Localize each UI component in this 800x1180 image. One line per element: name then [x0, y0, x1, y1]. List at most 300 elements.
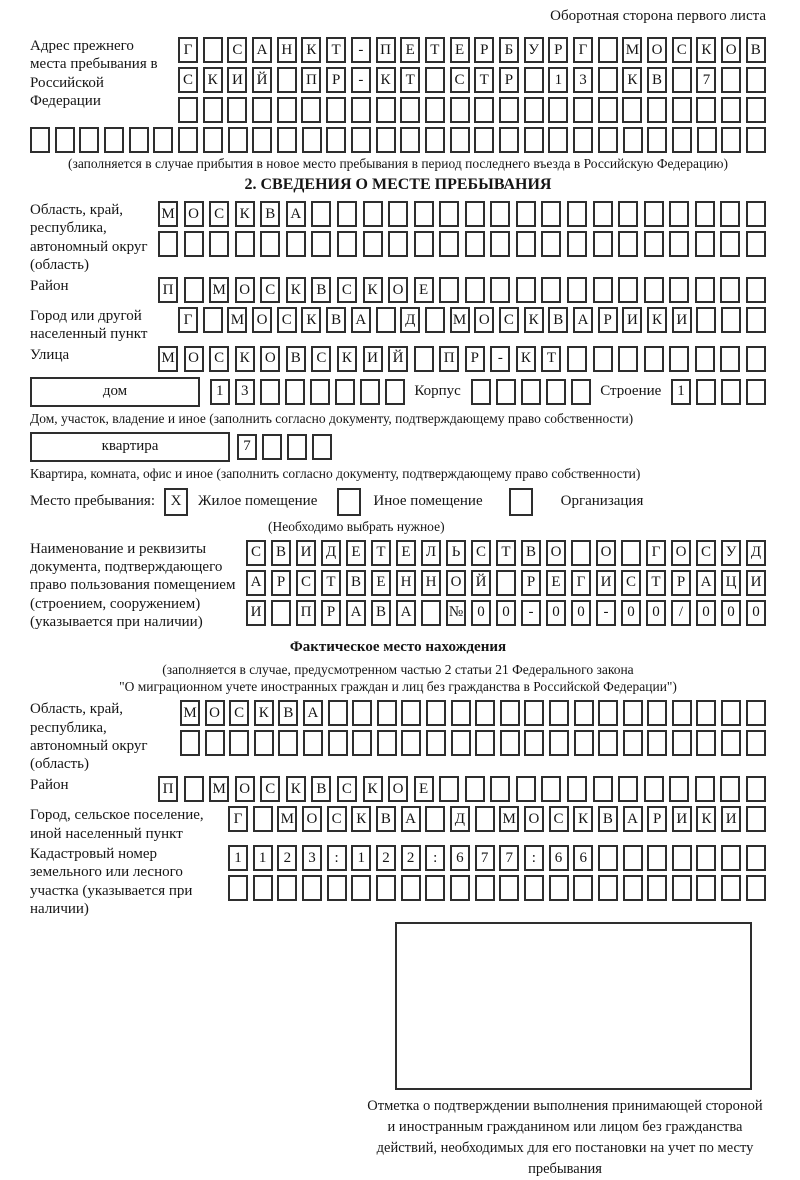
char-box [414, 231, 434, 257]
char-box [450, 875, 470, 901]
char-box: В [371, 600, 391, 626]
char-box: О [596, 540, 616, 566]
char-box: К [286, 277, 306, 303]
char-box [720, 346, 740, 372]
char-box [720, 277, 740, 303]
char-box [277, 875, 297, 901]
city-top-label: Город или другой населенный пункт [30, 308, 148, 343]
prev-address-rows [178, 37, 766, 123]
char-box: К [235, 201, 255, 227]
char-box [516, 201, 536, 227]
option-residential-label: Жилое помещение [198, 493, 318, 510]
char-box [55, 127, 75, 153]
char-box [328, 730, 348, 756]
char-box [451, 700, 471, 726]
char-box: К [235, 346, 255, 372]
char-row-cadastre-2 [228, 875, 766, 901]
char-box [541, 277, 561, 303]
char-row-document-3 [246, 600, 766, 626]
char-box: Е [371, 570, 391, 596]
char-box [647, 845, 667, 871]
char-box [644, 346, 664, 372]
char-box: К [254, 700, 274, 726]
char-box: В [521, 540, 541, 566]
char-box [30, 127, 50, 153]
char-box: П [158, 277, 178, 303]
field-cadastre [30, 845, 766, 918]
char-box [253, 806, 273, 832]
char-box: А [346, 600, 366, 626]
char-box: О [524, 806, 544, 832]
char-box [475, 700, 495, 726]
char-box [312, 434, 332, 460]
char-row-document-2 [246, 570, 766, 596]
char-box [623, 730, 643, 756]
char-box [363, 201, 383, 227]
char-box [278, 730, 298, 756]
char-box: К [376, 67, 396, 93]
char-box [388, 231, 408, 257]
char-row-prev-address-3 [178, 97, 766, 123]
char-box [695, 776, 715, 802]
field-prev-address [30, 37, 766, 123]
char-box: Р [671, 570, 691, 596]
char-box: А [623, 806, 643, 832]
char-box: М [622, 37, 642, 63]
page-header-note: Оборотная сторона первого листа [550, 8, 766, 24]
char-box [721, 700, 741, 726]
char-box: О [184, 346, 204, 372]
char-box: С [672, 37, 692, 63]
char-box: 0 [721, 600, 741, 626]
char-box: Р [474, 37, 494, 63]
char-box: В [647, 67, 667, 93]
char-box [746, 127, 766, 153]
char-box [567, 346, 587, 372]
char-box [229, 730, 249, 756]
char-box: И [672, 806, 692, 832]
checkbox-residential: X [164, 488, 188, 516]
char-box [228, 875, 248, 901]
char-box [623, 700, 643, 726]
char-box [672, 845, 692, 871]
char-box: С [549, 806, 569, 832]
char-box [598, 67, 618, 93]
char-box: - [596, 600, 616, 626]
char-box [623, 845, 643, 871]
char-box [548, 97, 568, 123]
char-box [302, 127, 322, 153]
char-box: В [746, 37, 766, 63]
char-box [746, 379, 766, 405]
char-box: М [209, 277, 229, 303]
char-box: Г [646, 540, 666, 566]
char-row-city-top [178, 307, 766, 333]
char-box [465, 231, 485, 257]
char-box: 2 [401, 845, 421, 871]
char-box: А [303, 700, 323, 726]
char-box: С [246, 540, 266, 566]
char-box: Е [396, 540, 416, 566]
char-row-stroenie [671, 379, 766, 405]
prev-address-note: (заполняется в случае прибытия в новое место пребывания в период последнего въезда в Российскую Федерацию) [67, 156, 729, 171]
char-box: Р [521, 570, 541, 596]
char-box: В [376, 806, 396, 832]
char-box [618, 346, 638, 372]
char-box: Й [471, 570, 491, 596]
char-row-apartment [237, 434, 332, 460]
char-box [450, 97, 470, 123]
stay-type-label: Место пребывания: [30, 493, 155, 510]
char-box: О [184, 201, 204, 227]
apartment-note: Квартира, комната, офис и иное (заполнить согласно документу, подтверждающему право собственности) [30, 465, 641, 481]
char-box [524, 97, 544, 123]
char-box [277, 97, 297, 123]
char-box [746, 806, 766, 832]
char-box: А [396, 600, 416, 626]
char-box [721, 730, 741, 756]
region-top-label: Область, край, республика, автономный округ (область) [30, 202, 148, 273]
char-box: - [490, 346, 510, 372]
char-box: Р [321, 600, 341, 626]
char-box: С [277, 307, 297, 333]
char-box [669, 346, 689, 372]
char-box [180, 730, 200, 756]
stay-type-note: (Необходимо выбрать нужное) [268, 518, 445, 534]
char-row-region-top-2 [158, 231, 766, 257]
char-box [421, 600, 441, 626]
char-box [286, 231, 306, 257]
char-box: / [671, 600, 691, 626]
char-box: О [647, 37, 667, 63]
char-box [541, 231, 561, 257]
char-box [277, 127, 297, 153]
char-box [746, 776, 766, 802]
district-top-label: Район [30, 278, 69, 295]
char-box: С [178, 67, 198, 93]
char-box: Т [321, 570, 341, 596]
char-box: С [696, 540, 716, 566]
char-box [302, 875, 322, 901]
char-box: П [376, 37, 396, 63]
char-box [524, 875, 544, 901]
char-box [271, 600, 291, 626]
char-box: С [471, 540, 491, 566]
char-box [401, 700, 421, 726]
char-box [287, 434, 307, 460]
char-box [352, 730, 372, 756]
char-box [720, 201, 740, 227]
region-bottom-label: Область, край, республика, автономный округ (область) [30, 701, 148, 773]
char-box [696, 875, 716, 901]
char-box [377, 730, 397, 756]
char-box: А [246, 570, 266, 596]
city-bottom-label: Город, сельское поселение, иной населенный пункт [30, 807, 204, 842]
char-box: О [302, 806, 322, 832]
char-box: № [446, 600, 466, 626]
actual-location-title: Фактическое место нахождения [289, 639, 507, 656]
char-box: Т [541, 346, 561, 372]
char-box [524, 700, 544, 726]
char-box [574, 730, 594, 756]
char-box [400, 97, 420, 123]
char-box [721, 127, 741, 153]
char-box: 1 [671, 379, 691, 405]
street-label: Улица [30, 346, 70, 363]
char-box [549, 730, 569, 756]
char-box: А [401, 806, 421, 832]
char-box [475, 875, 495, 901]
char-box [721, 97, 741, 123]
char-box: П [158, 776, 178, 802]
char-box: У [524, 37, 544, 63]
char-box [720, 231, 740, 257]
char-box [721, 875, 741, 901]
char-box: С [229, 700, 249, 726]
char-box: 7 [475, 845, 495, 871]
char-box: 0 [546, 600, 566, 626]
char-box [439, 231, 459, 257]
char-box: Г [571, 570, 591, 596]
char-box [465, 776, 485, 802]
char-box [647, 97, 667, 123]
char-box [327, 875, 347, 901]
char-box [425, 97, 445, 123]
char-box: О [446, 570, 466, 596]
char-box: М [450, 307, 470, 333]
char-box [335, 379, 355, 405]
char-box [490, 201, 510, 227]
korpus-label: Корпус [414, 383, 461, 400]
char-box: С [296, 570, 316, 596]
char-box [549, 875, 569, 901]
apartment-row [30, 432, 766, 462]
char-box [644, 776, 664, 802]
section2-title: 2. СВЕДЕНИЯ О МЕСТЕ ПРЕБЫВАНИЯ [244, 176, 552, 193]
char-box: С [260, 776, 280, 802]
char-box [567, 201, 587, 227]
document-label: Наименование и реквизиты документа, подтверждающего право пользования помещением (строением, сооружением) (указывается при наличии) [30, 540, 236, 630]
char-box [465, 277, 485, 303]
char-box [669, 201, 689, 227]
char-box: А [286, 201, 306, 227]
char-box [490, 776, 510, 802]
char-box: Д [450, 806, 470, 832]
char-box: Г [178, 307, 198, 333]
char-box [499, 127, 519, 153]
char-box: К [573, 806, 593, 832]
char-box [376, 307, 396, 333]
char-box: 7 [696, 67, 716, 93]
char-box [720, 776, 740, 802]
char-box [303, 730, 323, 756]
char-box [516, 277, 536, 303]
char-box [746, 307, 766, 333]
char-box [672, 67, 692, 93]
char-box [363, 231, 383, 257]
stay-type-row [30, 488, 766, 516]
char-box [178, 97, 198, 123]
stamp-area-note: Отметка о подтверждении выполнения принимающей стороной и иностранным гражданином или лицом без гражданства действий, необходимых для его постановки на учет по месту пребывания [367, 1098, 763, 1178]
char-box [337, 231, 357, 257]
char-box [696, 97, 716, 123]
char-box [697, 127, 717, 153]
char-box [696, 845, 716, 871]
char-box: П [439, 346, 459, 372]
char-box [598, 875, 618, 901]
char-box: С [450, 67, 470, 93]
char-box: С [260, 277, 280, 303]
char-row-document-1 [246, 540, 766, 566]
char-box [254, 730, 274, 756]
char-box [647, 127, 667, 153]
char-row-city-bottom [228, 806, 766, 832]
char-box [541, 201, 561, 227]
char-box [746, 700, 766, 726]
char-box: В [286, 346, 306, 372]
char-box: К [622, 67, 642, 93]
char-box [326, 127, 346, 153]
char-box [475, 730, 495, 756]
char-box [311, 231, 331, 257]
char-box: 6 [573, 845, 593, 871]
char-box [500, 730, 520, 756]
char-box [567, 231, 587, 257]
char-box [228, 127, 248, 153]
char-box: И [622, 307, 642, 333]
char-box: С [621, 570, 641, 596]
city-top-rows [178, 307, 766, 333]
char-box: Т [400, 67, 420, 93]
field-street [30, 346, 766, 372]
char-box [426, 730, 446, 756]
char-box [695, 201, 715, 227]
char-box: Д [746, 540, 766, 566]
char-box: Б [499, 37, 519, 63]
char-box [623, 875, 643, 901]
char-box [695, 231, 715, 257]
char-box: Г [573, 37, 593, 63]
char-box: А [252, 37, 272, 63]
char-box [490, 231, 510, 257]
char-box: С [209, 346, 229, 372]
char-box: М [209, 776, 229, 802]
char-box [696, 700, 716, 726]
char-row-district-top [158, 277, 766, 303]
char-box: - [521, 600, 541, 626]
char-box [721, 845, 741, 871]
char-box [253, 875, 273, 901]
char-box: С [499, 307, 519, 333]
char-box: 0 [746, 600, 766, 626]
char-box: В [326, 307, 346, 333]
char-box [573, 127, 593, 153]
char-box [203, 97, 223, 123]
char-box: И [296, 540, 316, 566]
char-box [593, 776, 613, 802]
char-box: И [246, 600, 266, 626]
char-box: К [363, 277, 383, 303]
char-box: В [548, 307, 568, 333]
char-box [465, 201, 485, 227]
char-box [311, 201, 331, 227]
char-box [524, 67, 544, 93]
char-box: К [351, 806, 371, 832]
char-box [746, 201, 766, 227]
char-box [425, 875, 445, 901]
char-box: : [327, 845, 347, 871]
char-box [178, 127, 198, 153]
char-box: И [746, 570, 766, 596]
char-box [414, 346, 434, 372]
char-box [129, 127, 149, 153]
char-row-street [158, 346, 766, 372]
char-box: К [337, 346, 357, 372]
char-box: 0 [471, 600, 491, 626]
char-box [622, 97, 642, 123]
char-box: О [721, 37, 741, 63]
char-box [425, 307, 445, 333]
char-box: Е [414, 277, 434, 303]
char-box [496, 570, 516, 596]
char-box [593, 231, 613, 257]
char-box [153, 127, 173, 153]
char-box [328, 700, 348, 726]
char-box [235, 231, 255, 257]
char-box [426, 700, 446, 726]
char-box [310, 379, 330, 405]
district-top-rows [158, 277, 766, 303]
char-box: 0 [646, 600, 666, 626]
char-box [573, 875, 593, 901]
char-row-cadastre-1 [228, 845, 766, 871]
char-row-region-bottom-1 [180, 700, 766, 726]
char-box: М [158, 201, 178, 227]
char-box [593, 346, 613, 372]
char-box: Ь [446, 540, 466, 566]
char-box: Й [388, 346, 408, 372]
char-box [571, 540, 591, 566]
char-box [573, 97, 593, 123]
char-row-prev-address-2 [178, 67, 766, 93]
char-box [623, 127, 643, 153]
char-box [516, 231, 536, 257]
char-box [672, 730, 692, 756]
char-box [549, 700, 569, 726]
char-box: О [546, 540, 566, 566]
char-box [548, 127, 568, 153]
option-organization-label: Организация [560, 493, 644, 510]
char-box [746, 730, 766, 756]
char-box: О [388, 776, 408, 802]
char-box [571, 379, 591, 405]
char-box: Р [465, 346, 485, 372]
char-box: О [260, 346, 280, 372]
char-box [209, 231, 229, 257]
char-box: О [235, 277, 255, 303]
char-box [184, 277, 204, 303]
char-row-prev-address-1 [178, 37, 766, 63]
char-box [385, 379, 405, 405]
char-box [746, 231, 766, 257]
char-box [598, 97, 618, 123]
char-box: Т [474, 67, 494, 93]
char-box [285, 379, 305, 405]
char-box: 1 [253, 845, 273, 871]
char-box [618, 277, 638, 303]
char-box: 3 [302, 845, 322, 871]
char-box [451, 730, 471, 756]
